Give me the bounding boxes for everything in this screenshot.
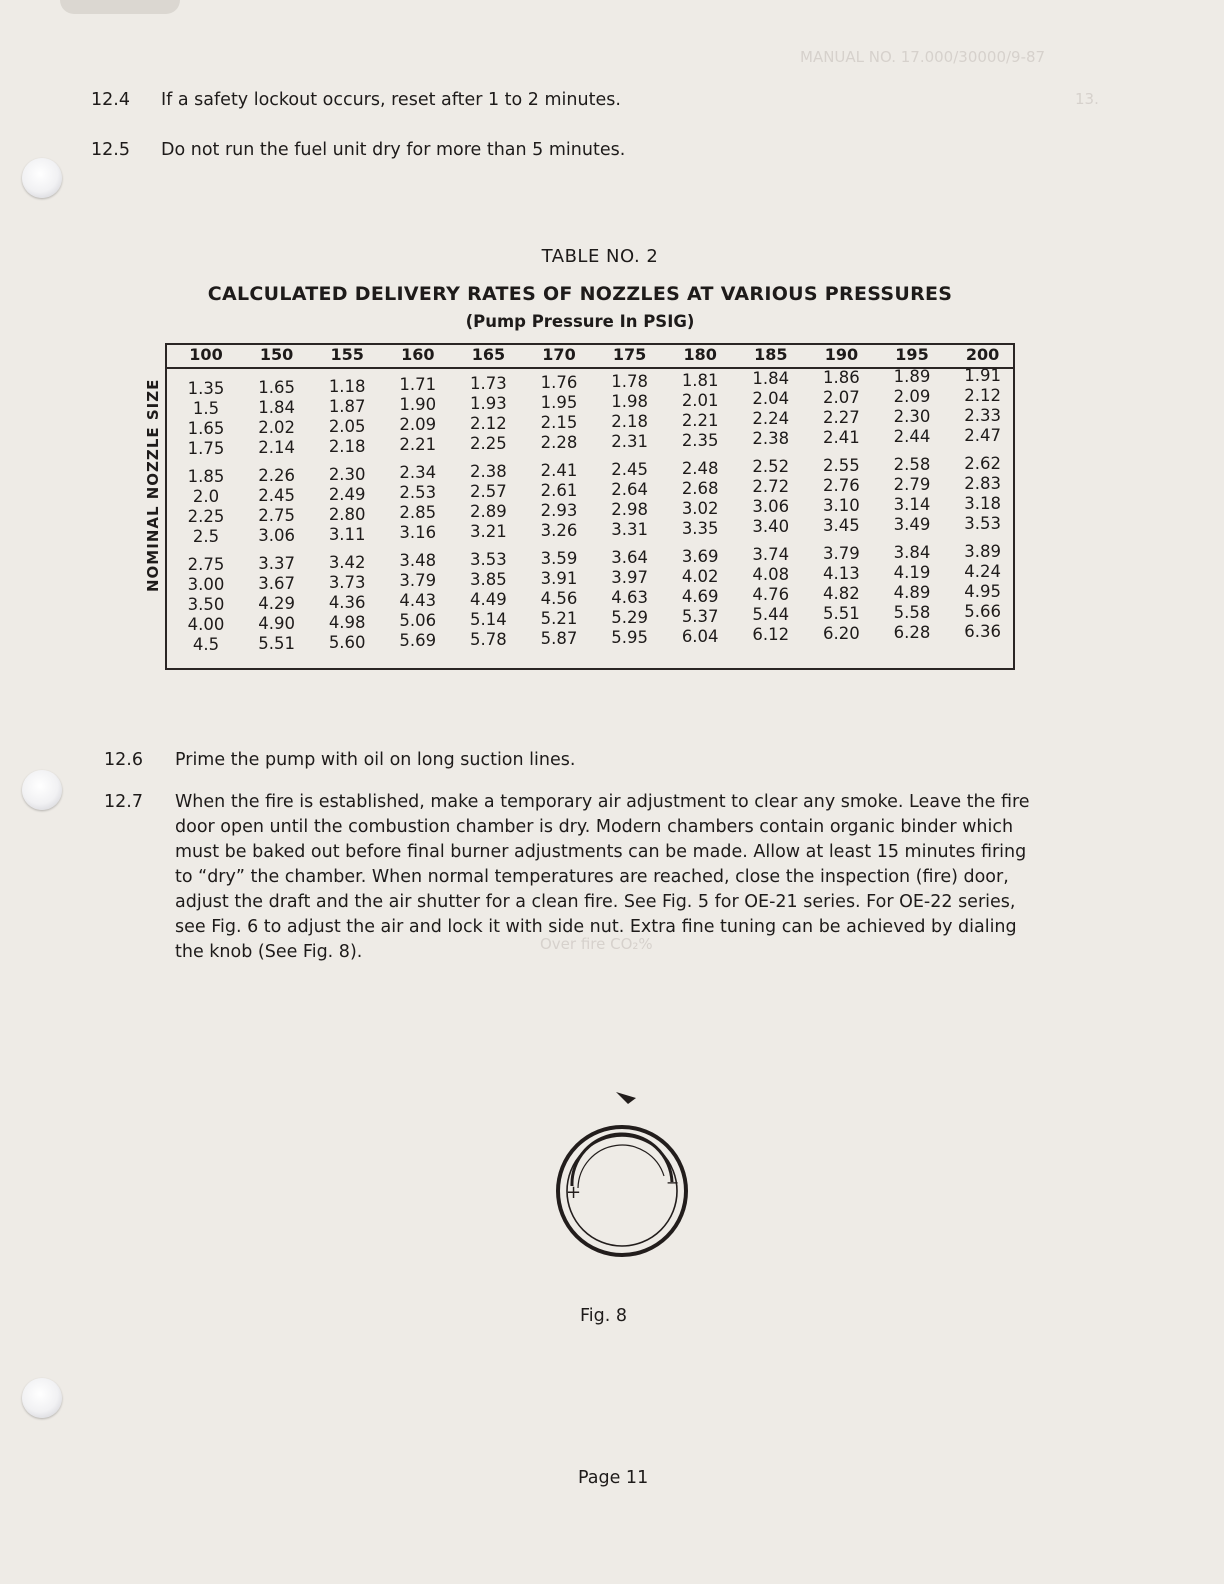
table-cell: 1.84 <box>258 397 295 417</box>
value-group <box>805 544 877 644</box>
step-line: When the fire is established, make a temporary air adjustment to clear any smoke. Leave the fire <box>175 792 1030 812</box>
table-cell: 2.98 <box>611 499 648 519</box>
table-cell: 4.56 <box>540 589 578 608</box>
table-cell: 4.89 <box>893 583 931 602</box>
knob-arc-inner <box>578 1145 664 1188</box>
table-cell: 4.29 <box>258 593 295 613</box>
page-number: Page 11 <box>578 1468 649 1488</box>
step-line: the knob (See Fig. 8). <box>175 942 363 962</box>
value-group <box>947 366 1019 446</box>
table-cell: 1.65 <box>258 377 295 397</box>
table-cell: 3.49 <box>893 515 931 534</box>
table-cell: 4.49 <box>470 590 507 610</box>
step-12-6 <box>104 748 1104 774</box>
table-cell: 4.98 <box>328 612 366 632</box>
table-cell: 4.76 <box>752 585 790 605</box>
value-column-175 <box>594 372 666 656</box>
table-cell: 2.45 <box>611 459 648 479</box>
table-cell: 2.09 <box>893 387 931 406</box>
table-cell: 3.85 <box>470 570 507 590</box>
table-cell: 2.75 <box>258 505 295 525</box>
table-cell: 3.31 <box>611 519 648 539</box>
table-cell: 2.41 <box>540 461 578 480</box>
knob-arc-indicator <box>572 1134 672 1186</box>
value-group <box>735 457 807 537</box>
table-cell: 4.82 <box>823 584 860 604</box>
table-cell: 2.89 <box>470 502 507 522</box>
value-column-200 <box>947 366 1019 650</box>
table-cell: 2.38 <box>752 429 790 449</box>
table-cell: 3.10 <box>823 496 860 516</box>
table-cell: 5.06 <box>399 611 437 631</box>
minus-symbol: − <box>666 1173 680 1192</box>
table-cell: 2.55 <box>823 456 860 476</box>
table-cell: 5.29 <box>611 607 648 627</box>
table-cell: 1.90 <box>399 395 437 415</box>
table-cell: 3.48 <box>399 551 437 571</box>
value-group <box>382 551 454 651</box>
value-group <box>664 371 736 451</box>
value-group <box>523 549 595 649</box>
table-cell: 3.26 <box>540 521 578 540</box>
table-cell: 2.44 <box>893 427 931 446</box>
table-cell: 2.80 <box>328 504 366 524</box>
table-cell: 2.04 <box>752 389 790 409</box>
value-group <box>876 543 948 643</box>
table-cell: 5.44 <box>752 605 790 625</box>
table-cell: 2.30 <box>893 407 931 426</box>
table-cell: 2.18 <box>328 436 366 456</box>
step-12-4 <box>91 88 991 114</box>
table-cell: 2.05 <box>328 416 366 436</box>
table-number: TABLE NO. 2 <box>541 246 659 267</box>
table-cell: 3.84 <box>893 543 931 562</box>
table-cell: 3.06 <box>258 525 295 545</box>
table-cell: 4.13 <box>823 564 860 584</box>
table-cell: 5.60 <box>328 632 366 652</box>
table-cell: 4.00 <box>187 615 225 634</box>
table-cell: 2.47 <box>964 425 1001 445</box>
table-cell: 3.00 <box>187 575 225 594</box>
table-cell: 1.35 <box>187 379 225 398</box>
table-cell: 2.85 <box>399 503 437 523</box>
table-cell: 2.41 <box>823 428 860 448</box>
step-text: Prime the pump with oil on long suction lines. <box>175 750 576 770</box>
value-column-160 <box>382 375 454 659</box>
column-header-100: 100 <box>189 345 223 364</box>
table-cell: 2.58 <box>893 455 931 474</box>
table-cell: 2.07 <box>823 388 860 408</box>
table-cell: 2.52 <box>752 457 790 477</box>
table-cell: 3.89 <box>964 541 1001 561</box>
table-cell: 1.73 <box>470 374 507 394</box>
value-group <box>452 462 524 542</box>
row-axis-label: NOMINAL NOZZLE SIZE <box>144 378 162 592</box>
value-column-185 <box>735 369 807 653</box>
table-cell: 2.75 <box>187 555 225 574</box>
punch-hole-bottom <box>22 1378 62 1418</box>
table-cell: 3.37 <box>258 553 295 573</box>
value-column-170 <box>523 373 595 657</box>
column-header-185: 185 <box>754 345 788 364</box>
table-cell: 5.37 <box>681 606 719 626</box>
table-cell: 6.12 <box>752 625 790 645</box>
table-cell: 2.25 <box>470 434 507 454</box>
table-cell: 2.30 <box>328 464 366 484</box>
table-cell: 5.87 <box>540 629 578 648</box>
table-cell: 5.78 <box>470 630 507 650</box>
value-group <box>311 465 383 545</box>
step-12-5 <box>91 138 991 164</box>
table-cell: 3.91 <box>540 569 578 588</box>
table-cell: 2.31 <box>611 431 648 451</box>
table-cell: 4.02 <box>681 566 719 586</box>
table-cell: 3.14 <box>893 495 931 514</box>
table-cell: 6.36 <box>964 621 1001 641</box>
table-cell: 2.25 <box>187 507 225 526</box>
table-cell: 4.63 <box>611 587 648 607</box>
table-cell: 2.33 <box>964 405 1001 425</box>
value-group <box>170 379 242 459</box>
table-cell: 2.18 <box>611 411 648 431</box>
table-cell: 5.51 <box>258 633 295 653</box>
value-group <box>241 466 313 546</box>
value-group <box>876 367 948 447</box>
table-cell: 1.76 <box>540 373 578 392</box>
table-cell: 1.84 <box>752 369 790 389</box>
punch-hole-middle <box>22 770 62 810</box>
table-cell: 3.16 <box>399 523 437 543</box>
table-cell: 4.36 <box>328 592 366 612</box>
table-cell: 3.64 <box>611 547 648 567</box>
table-cell: 3.69 <box>681 546 719 566</box>
value-group <box>594 460 666 540</box>
table-cell: 2.76 <box>823 476 860 496</box>
table-cell: 1.86 <box>823 368 860 388</box>
table-cell: 4.5 <box>192 635 220 654</box>
table-cell: 5.66 <box>964 601 1001 621</box>
table-cell: 2.24 <box>752 409 790 429</box>
table-cell: 3.42 <box>328 552 366 572</box>
table-cell: 1.91 <box>964 365 1001 385</box>
table-cell: 2.21 <box>399 435 437 455</box>
value-group <box>241 554 313 654</box>
table-cell: 2.53 <box>399 483 437 503</box>
table-cell: 3.50 <box>187 595 225 614</box>
table-cell: 2.35 <box>681 430 719 450</box>
table-cell: 3.35 <box>681 518 719 538</box>
table-cell: 2.02 <box>258 417 295 437</box>
value-column-190 <box>805 368 877 652</box>
table-cell: 2.64 <box>611 479 648 499</box>
value-group <box>947 454 1019 534</box>
value-column-195 <box>876 367 948 651</box>
step-line: door open until the combustion chamber is dry. Modern chambers contain organic binder which <box>175 817 1014 837</box>
column-header-195: 195 <box>895 345 929 364</box>
table-cell: 2.48 <box>681 458 719 478</box>
step-number: 12.4 <box>91 90 130 110</box>
table-cell: 4.19 <box>893 563 931 582</box>
value-group <box>947 542 1019 642</box>
table-cell: 3.45 <box>823 516 860 536</box>
step-line: to “dry” the chamber. When normal temperatures are reached, close the inspection (fire) door, <box>175 867 1009 887</box>
bleed-through: Over fire CO₂% <box>540 935 653 953</box>
table-cell: 2.93 <box>540 501 578 520</box>
table-cell: 2.21 <box>681 410 719 430</box>
value-column-165 <box>452 374 524 658</box>
value-group <box>805 456 877 536</box>
column-header-150: 150 <box>259 345 294 364</box>
step-text: If a safety lockout occurs, reset after 1 to 2 minutes. <box>161 90 621 110</box>
table-cell: 1.65 <box>187 419 225 438</box>
value-column-155 <box>311 377 383 661</box>
table-subtitle: (Pump Pressure In PSIG) <box>465 312 695 331</box>
column-header-160: 160 <box>401 345 435 364</box>
table-cell: 6.28 <box>893 623 931 642</box>
step-number: 12.6 <box>104 750 143 770</box>
table-cell: 2.83 <box>964 473 1001 493</box>
table-cell: 1.89 <box>893 367 931 386</box>
table-cell: 5.21 <box>540 609 578 628</box>
table-cell: 2.68 <box>681 478 719 498</box>
table-cell: 2.45 <box>258 485 295 505</box>
bleed-through: 13. <box>1075 90 1099 108</box>
step-line: must be baked out before final burner adjustments can be made. Allow at least 15 minutes firing <box>175 842 1027 862</box>
table-cell: 2.57 <box>470 482 507 502</box>
table-cell: 3.02 <box>681 498 719 518</box>
page-edge-shadow <box>60 0 180 14</box>
value-column-150 <box>241 378 313 662</box>
table-cell: 1.5 <box>192 399 220 418</box>
table-cell: 5.95 <box>611 627 648 647</box>
value-group <box>594 372 666 452</box>
table-cell: 2.0 <box>192 487 220 506</box>
bleed-through: MANUAL NO. 17.000/30000/9-87 <box>800 48 1046 66</box>
table-cell: 1.87 <box>328 396 366 416</box>
value-column-180 <box>664 371 736 655</box>
figure-caption: Fig. 8 <box>580 1306 628 1326</box>
value-group <box>170 467 242 547</box>
table-cell: 4.90 <box>258 613 295 633</box>
table-cell: 1.81 <box>681 370 719 390</box>
plus-symbol: + <box>566 1182 582 1203</box>
table-cell: 2.34 <box>399 463 437 483</box>
table-cell: 3.73 <box>328 572 366 592</box>
step-text: Do not run the fuel unit dry for more than 5 minutes. <box>161 140 626 160</box>
table-cell: 2.09 <box>399 415 437 435</box>
table-cell: 3.53 <box>964 513 1001 533</box>
table-cell: 2.28 <box>540 433 578 452</box>
value-group <box>523 461 595 541</box>
value-group <box>876 455 948 535</box>
table-cell: 1.98 <box>611 391 648 411</box>
column-header-180: 180 <box>683 345 717 364</box>
value-group <box>805 368 877 448</box>
table-cell: 3.21 <box>470 522 507 542</box>
table-cell: 1.71 <box>399 375 437 395</box>
step-12-7 <box>104 790 1114 970</box>
value-group <box>311 553 383 653</box>
table-cell: 2.14 <box>258 437 295 457</box>
table-cell: 1.93 <box>470 394 507 414</box>
column-header-155: 155 <box>330 345 364 364</box>
value-group <box>452 374 524 454</box>
table-cell: 1.95 <box>540 393 578 412</box>
column-header-175: 175 <box>612 345 647 364</box>
table-cell: 2.79 <box>893 475 931 494</box>
table-cell: 3.79 <box>823 544 860 564</box>
table-cell: 3.40 <box>752 517 790 537</box>
table-cell: 5.51 <box>823 604 860 624</box>
value-group <box>382 463 454 543</box>
table-cell: 2.61 <box>540 481 578 500</box>
value-group <box>735 369 807 449</box>
value-column-100 <box>170 379 242 663</box>
table-cell: 2.15 <box>540 413 578 432</box>
column-header-170: 170 <box>542 345 576 364</box>
step-text <box>175 790 1115 965</box>
value-group <box>311 377 383 457</box>
punch-hole-top <box>22 158 62 198</box>
air-adjustment-knob-figure <box>556 1090 696 1270</box>
table-cell: 2.01 <box>681 390 719 410</box>
table-cell: 2.12 <box>470 414 507 434</box>
column-header-165: 165 <box>471 345 506 364</box>
table-cell: 3.79 <box>399 571 437 591</box>
table-cell: 2.38 <box>470 462 507 482</box>
table-cell: 4.24 <box>964 561 1001 581</box>
table-cell: 3.59 <box>540 549 578 568</box>
column-header-200: 200 <box>965 345 1000 364</box>
table-cell: 1.78 <box>611 371 648 391</box>
table-cell: 6.04 <box>681 626 719 646</box>
table-cell: 2.26 <box>258 465 295 485</box>
table-cell: 3.67 <box>258 573 295 593</box>
table-cell: 2.27 <box>823 408 860 428</box>
table-cell: 4.08 <box>752 565 790 585</box>
table-cell: 3.11 <box>328 524 366 544</box>
value-group <box>664 459 736 539</box>
table-title: CALCULATED DELIVERY RATES OF NOZZLES AT VARIOUS PRESSURES <box>207 283 953 305</box>
table-cell: 3.18 <box>964 493 1001 513</box>
table-cell: 3.97 <box>611 567 648 587</box>
value-group <box>452 550 524 650</box>
value-group <box>523 373 595 453</box>
step-number: 12.7 <box>104 792 143 812</box>
table-cell: 2.49 <box>328 484 366 504</box>
table-cell: 3.06 <box>752 497 790 517</box>
table-cell: 4.69 <box>681 586 719 606</box>
value-group <box>735 545 807 645</box>
knob-pointer-tab <box>616 1092 636 1104</box>
value-group <box>170 555 242 655</box>
value-group <box>241 378 313 458</box>
value-group <box>382 375 454 455</box>
table-cell: 4.43 <box>399 591 437 611</box>
column-header-190: 190 <box>824 345 859 364</box>
step-number: 12.5 <box>91 140 130 160</box>
table-cell: 5.58 <box>893 603 931 622</box>
step-line: adjust the draft and the air shutter for a clean fire. See Fig. 5 for OE-21 series. For OE-22 series, <box>175 892 1016 912</box>
step-line: see Fig. 6 to adjust the air and lock it with side nut. Extra fine tuning can be achieved by dialing <box>175 917 1017 937</box>
table-cell: 6.20 <box>823 624 860 644</box>
table-cell: 4.95 <box>964 581 1001 601</box>
value-group <box>664 547 736 647</box>
table-cell: 2.62 <box>964 453 1001 473</box>
table-cell: 1.18 <box>328 376 366 396</box>
table-cell: 1.75 <box>187 439 225 458</box>
table-cell: 2.72 <box>752 477 790 497</box>
delivery-rate-table <box>165 343 1015 670</box>
table-cell: 5.69 <box>399 631 437 651</box>
value-group <box>594 548 666 648</box>
table-cell: 3.74 <box>752 545 790 565</box>
table-cell: 2.5 <box>192 527 220 546</box>
table-cell: 5.14 <box>470 610 507 630</box>
table-cell: 1.85 <box>187 467 225 486</box>
table-cell: 2.12 <box>964 385 1001 405</box>
table-cell: 3.53 <box>470 550 507 570</box>
